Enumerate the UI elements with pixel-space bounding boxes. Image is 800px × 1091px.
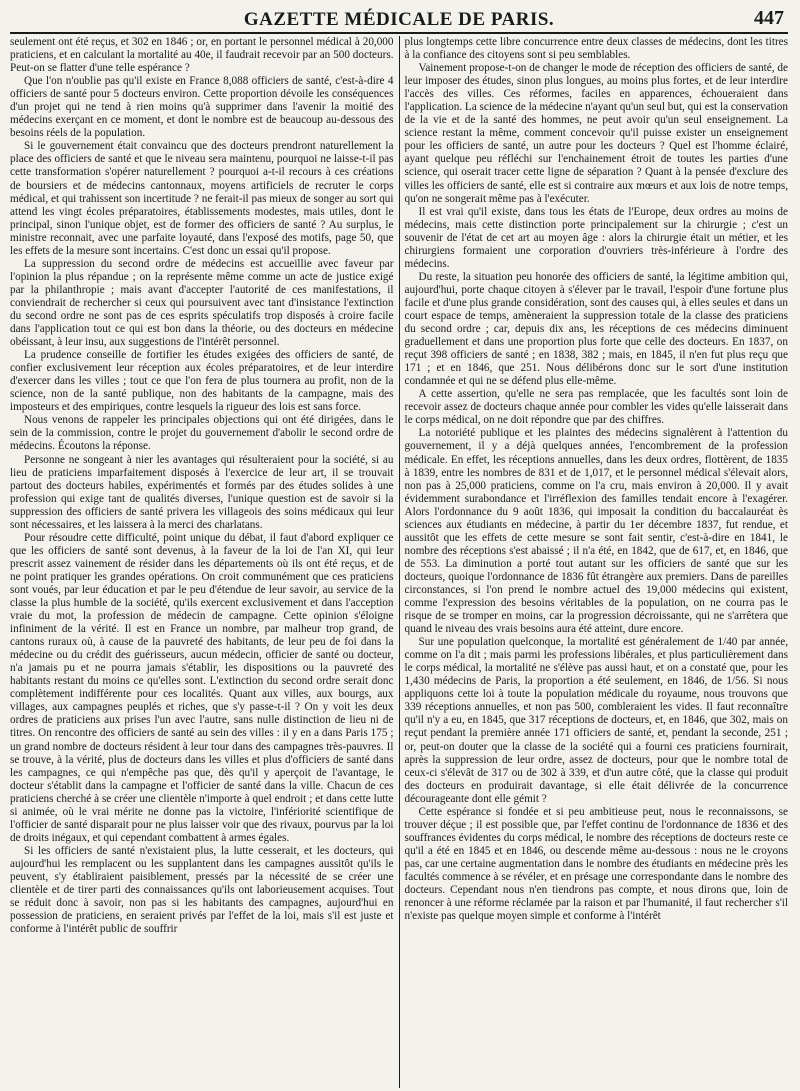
- paragraph: A cette assertion, qu'elle ne sera pas remplacée, que les facultés sont loin de recevoir assez de docteurs chaque année pour combler les vides qu'elle laisserait dans le corps médical, on ne doit répondre que par des chiffres.: [404, 388, 788, 427]
- paragraph: Pour résoudre cette difficulté, point unique du débat, il faut d'abord expliquer ce que les officiers de santé sont devenus, à la faveur de la loi de l'an XI, qui leur prescrit assez vainement de résider dans les départements où ils ont été reçus, et de ne point pratiquer les grandes opérations. On croit communément que ces praticiens sont voués, par leur éducation et par le peu d'étendue de leur savoir, au service de la classe la plus humble de la société, qu'ils exercent exclusivement et dans l'acception vraie du mot, la profession de médecin de campagne. Cette opinion s'éloigne infiniment de la vérité. Il est en France un nombre, par malheur trop grand, de cantons ruraux où, à cause de la pauvreté des habitants, de leur peu de foi dans la médecine ou du crédit des guérisseurs, aucun médecin, officier de santé ou docteur, n'a jamais pu et ne pourra jamais s'établir, les dispositions ou la pauvreté des habitants restant du moins ce qu'elles sont. L'extinction du second ordre serait donc complètement indifférente pour ces localités. Quant aux villes, aux bourgs, aux villages, aux campagnes peuplés et riches, que s'y passe-t-il ? On y voit les deux ordres de praticiens aux prises l'un avec l'autre, sans nulle distinction de lieu ni de titres. On rencontre des officiers de santé au sein des villes : il y en a dans Paris 175 ; un grand nombre de docteurs résident à leur tour dans des campagnes très-pauvres. Il se trouve, à la vérité, plus de docteurs dans les villes et plus d'officiers de santé dans les campagnes, ce qui n'empêche pas que, dès qu'il y aperçoit de l'avantage, le docteur s'établit dans la campagne et l'officier de santé dans la ville. Chacun de ces praticiens cherché à se créer une clientèle n'importe à quel endroit ; et dans cette lutte si animée, où le vrai mérite ne donne pas la victoire, l'infériorité scientifique de l'officier de santé disparait pour ne plus laisser voir que des rivaux, pourvus par la loi de droits inégaux, et qui cependant combattent à armes égales.: [10, 531, 394, 844]
- paragraph: La suppression du second ordre de médecins est accueillie avec faveur par l'opinion la plus répandue ; on la représente même comme un acte de justice exigé par la philanthropie ; mais avant d'accepter l'autorité de ces manifestations, il conviendrait de rechercher si ceux qui poursuivent avec tant d'insistance l'extinction du second ordre ne sont pas de ces esprits spéculatifs trop disposés à croire facile dans l'application tout ce qui est bon dans la théorie, ou des docteurs en médecine obéissant, à leur insu, aux suggestions de l'intérêt personnel.: [10, 257, 394, 349]
- right-column: [399, 36, 789, 1088]
- paragraph: Si les officiers de santé n'existaient plus, la lutte cesserait, et les docteurs, qui aujourd'hui les remplacent ou les supplantent dans les campagnes aussitôt qu'ils le peuvent, s'y établiraient paisiblement, pressés par la nécessité de se créer une clientèle et de tirer parti des connaissances qu'ils ont laborieusement acquises. Tout se réduit donc à savoir, non pas si les habitants des campagnes, aujourd'hui en possession de praticiens, en seraient privés par l'effet de la loi, mais s'il est juste et conforme à l'intérêt public de souffrir: [10, 844, 394, 936]
- paragraph: Il est vrai qu'il existe, dans tous les états de l'Europe, deux ordres au moins de médecins, mais cette distinction porte principalement sur la chirurgie ; c'est un souvenir de l'état de cet art au moyen âge : alors la chirurgie était un métier, et les chirurgiens formaient une corporation d'ouvriers très-inférieure à l'ordre des médecins.: [404, 205, 788, 270]
- page-number: 447: [754, 7, 784, 29]
- columns: [10, 36, 788, 1088]
- paragraph: Vainement propose-t-on de changer le mode de réception des officiers de santé, de leur imposer des études, sinon plus longues, au moins plus fortes, et de leur interdire l'accès des villes. Ces réformes, faciles en apparences, échoueraient dans l'application. La science de la médecine n'ayant qu'un seul but, qui est la conservation de la vie et de la santé des hommes, ne peut avoir qu'un seul enseignement. La science restant la même, comment concevoir qu'il puisse exister un enseignement pour les officiers de santé, un autre pour les docteurs ? Quel est l'homme éclairé, ayant quelque peu réfléchi sur l'enchainement étroit de toutes les parties d'une science, qui oserait tracer cette ligne de séparation ? Quant à la pensée d'exclure des villes les officiers de santé, elle est si contraire aux mœurs et aux lois de notre temps, qu'on ne songerait même pas à l'exécuter.: [404, 62, 788, 205]
- page-header: [10, 6, 788, 34]
- paragraph: seulement ont été reçus, et 302 en 1846 ; or, en portant le personnel médical à 20,000 praticiens, et en calculant la mortalité au 40e, il faudrait recevoir par an 500 docteurs. Peut-on se flatter d'une telle espérance ?: [10, 36, 394, 75]
- paragraph: plus longtemps cette libre concurrence entre deux classes de médecins, dont les titres à la confiance des citoyens sont si peu semblables.: [404, 36, 788, 62]
- paragraph: Personne ne songeant à nier les avantages qui résulteraient pour la société, si au lieu de praticiens imparfaitement disposés à l'exercice de leur art, il se trouvait partout des docteurs habiles, expérimentés et formés par des études solides à une profession qui exige tant de qualités diverses, l'unique question est de savoir si la suppression des officiers de santé privera les villageois des soins médicaux qui leur sont nécessaires, et les laissera à la merci des charlatans.: [10, 453, 394, 531]
- paragraph: Que l'on n'oublie pas qu'il existe en France 8,088 officiers de santé, c'est-à-dire 4 officiers de santé pour 5 docteurs environ. Cette proportion dévoile les conséquences d'un projet qui ne tend à rien moins qu'à supprimer dans l'avenir la moitié des médecins exerçant en ce moment, et dont le nombre est de beaucoup au-dessous des besoins réels de la population.: [10, 75, 394, 140]
- left-column: [10, 36, 399, 1088]
- paragraph: Cette espérance si fondée et si peu ambitieuse peut, nous le reconnaissons, se trouver déçue ; il est possible que, par l'effet continu de l'ordonnance de 1836 et des souffrances évidentes du corps médical, le nombre des réceptions de docteurs reste ce qu'il a été en 1845 et en 1846, ou descende même au-dessous : nous ne le croyons pas, car une certaine augmentation dans le nombre des étudiants en médecine près les facultés commence à se révéler, et en présage une correspondante dans le nombre des docteurs. Cependant nous n'en tiendrons pas compte, et nous dirons que, loin de renoncer à une réforme réclamée par la raison et par l'humanité, il faut rechercher s'il n'existe pas quelque moyen simple et conforme à l'intérêt: [404, 805, 788, 923]
- paragraph: La prudence conseille de fortifier les études exigées des officiers de santé, de confier exclusivement leur réception aux écoles préparatoires, et de leur interdire d'exercer dans les villes ; tout ce que l'on fera de plus tournera au profit, non de la science, non de la santé publique, non des habitants de la campagne, mais des imposteurs et des empiriques, contre lesquels la rigueur des lois est sans force.: [10, 349, 394, 414]
- paragraph: La notoriété publique et les plaintes des médecins signalèrent à l'attention du gouvernement, il y a déjà quelques années, l'encombrement de la profession médicale. En effet, les réceptions annuelles, dans les deux ordres, flottèrent, de 1835 à 1839, entre les nombres de 831 et de 1,017, et le personnel médical s'élevait alors, non pas à 25,000 praticiens, comme on l'a cru, mais environ à 20,000. Il y avait évidemment surabondance et l'irréflexion des familles tendait encore à l'exagérer. Alors l'ordonnance du 9 août 1836, qui imposait la condition du baccalauréat ès sciences aux étudiants en médecine, à partir du 1er décembre 1837, fut rendue, et aussitôt que les effets de cette mesure se sont fait sentir, c'est-à-dire en 1841, le nombre des réceptions s'est abaissé ; il n'a été, en 1842, que de 617, et, en 1846, que de 553. La diminution a porté tout autant sur les officiers de santé que sur les docteurs, quoique l'ordonnance de 1836 fût étrangère aux premiers. Dans de pareilles circonstances, si l'on prend le nombre actuel des 19,000 médecins qui existent, comme l'expression des besoins véritables de la population, on ne courra pas le risque de se tromper en moins, car la progression décroissante, qui ne s'arrêtera que quand le niveau des vrais besoins aura été atteint, dure encore.: [404, 427, 788, 636]
- paragraph: Nous venons de rappeler les principales objections qui ont été dirigées, dans le sein de la commission, contre le projet du gouvernement d'abolir le second ordre de médecins. Écoutons la réponse.: [10, 414, 394, 453]
- paragraph: Sur une population quelconque, la mortalité est généralement de 1/40 par année, comme on l'a dit ; mais parmi les professions libérales, et plus particulièrement dans le corps médical, la mortalité ne s'élève pas aussi haut, et on a constaté que, pour les 1,430 médecins de Paris, la proportion a été seulement, en 1846, de 1/56. Si nous appliquons cette loi à toute la population médicale du royaume, nous trouvons que 339 réceptions annuelles, et non pas 500, combleraient les vides. Il faut reconnaître qu'il n'y a eu, en 1845, que 317 réceptions de docteurs, et, en 1846, que 302, mais on reçut pendant la première année 171 officiers de santé, et, pendant la seconde, 251 ; or, peut-on douter que la classe de la société qui a fourni ces praticiens fournirait, après la suppression de leur ordre, assez de docteurs, pour que le nombre total de ceux-ci s'élevât de 317 ou de 302 à 339, et d'un autre côté, que la classe qui produit des docteurs en produirait davantage, si elle était délivrée de la concurrence décourageante dont elle gémit ?: [404, 636, 788, 805]
- paragraph: Du reste, la situation peu honorée des officiers de santé, la légitime ambition qui, aujourd'hui, porte chaque citoyen à s'élever par le travail, l'espoir d'une fortune plus facile et d'une plus grande considération, sont des causes qui, à elles seules et dans un court espace de temps, amèneraient la suppression totale de la classe des praticiens du second ordre ; car, depuis dix ans, les réceptions de ces médecins diminuent graduellement et dans une proportion plus forte que celle des docteurs. En 1837, on reçut 398 officiers de santé ; en 1838, 382 ; mais, en 1845, il n'en fut plus reçu que 171 ; et en 1846, que 251. Nous délibérons donc sur le sort d'une institution condamnée et qui ne se défend plus elle-même.: [404, 270, 788, 388]
- paragraph: Si le gouvernement était convaincu que des docteurs prendront naturellement la place des officiers de santé et que le niveau sera maintenu, pourquoi ne laisse-t-il pas cette transformation s'opérer naturellement ? pourquoi a-t-il recours à ces créations de boursiers et de médecins cantonnaux, moyens artificiels de recruter le corps médical, et qui trahissent son incertitude ? ne ferait-il pas mieux de songer au sort qui attend les vingt écoles préparatoires, établissements modestes, mais utiles, dont le principal, sinon l'unique objet, est de former des officiers de santé ? Au surplus, le ministre reconnait, avec une parfaite loyauté, dans l'exposé des motifs, page 50, que les effets de la mesure sont incertains. C'est donc un essai qu'il propose.: [10, 140, 394, 257]
- journal-title: GAZETTE MÉDICALE DE PARIS.: [243, 9, 555, 30]
